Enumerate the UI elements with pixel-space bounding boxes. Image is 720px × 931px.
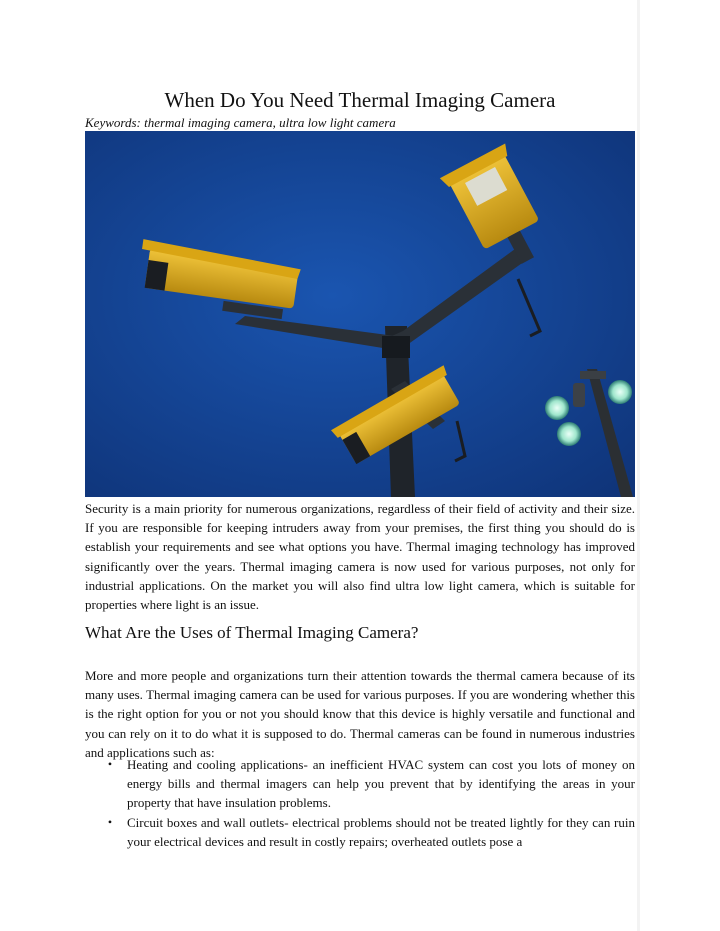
list-item — [85, 813, 635, 851]
intro-paragraph: Security is a main priority for numerous organizations, regardless of their field of activity and their size. If you are responsible for keeping intruders away from your premises, the first thing you should do is establish your requirements and see what options you have. Thermal imaging technology has improved significantly over the years. Thermal imaging camera is now used for various purposes, not only for industrial applications. On the market you will also find ultra low light camera, which is suitable for properties where light is an issue. — [85, 501, 635, 613]
list-item-text: Circuit boxes and wall outlets- electrical problems should not be treated lightly for they can ruin your electrical devices and result in costly repairs; overheated outlets pose a — [127, 814, 635, 849]
bullet-icon: • — [107, 757, 113, 771]
keywords-line: Keywords: thermal imaging camera, ultra low light camera — [85, 115, 396, 130]
uses-list — [85, 755, 635, 851]
document-title: When Do You Need Thermal Imaging Camera — [164, 88, 556, 112]
section-heading: What Are the Uses of Thermal Imaging Camera? — [85, 623, 419, 642]
page-edge-shadow — [637, 0, 640, 931]
bullet-icon: • — [107, 814, 113, 829]
security-camera-photo — [85, 131, 635, 497]
section-paragraph: More and more people and organizations turn their attention towards the thermal camera because of its many uses. Thermal imaging camera can be used for various purposes. If you are wondering whether this is the right option for you or not you should know that this device is highly versatile and functional and you can rely on it to do what it is supposed to do. Thermal cameras can be found in numerous industries and applications such as: — [85, 668, 635, 760]
list-item-text: Heating and cooling applications- an inefficient HVAC system can cost you lots of money on energy bills and thermal imagers can help you prevent that by identifying the areas in your property that have insulation problems. — [127, 757, 635, 811]
list-item — [85, 755, 635, 813]
